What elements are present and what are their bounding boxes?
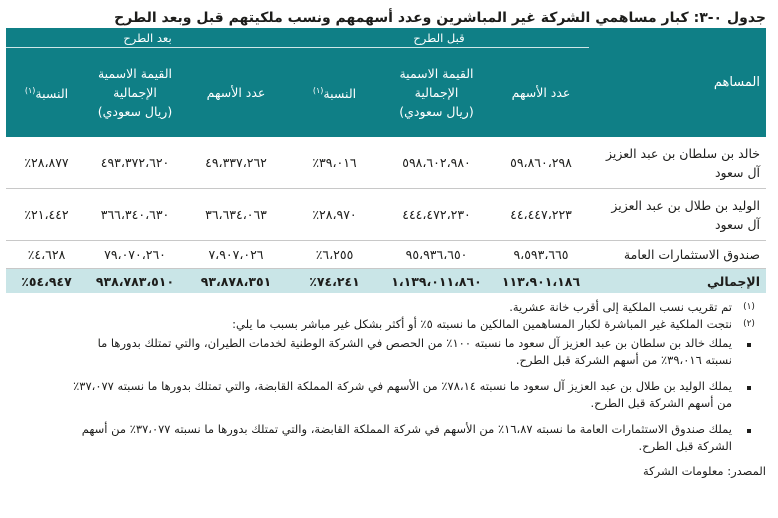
cell-after-value: ٧٩،٠٧٠،٢٦٠ [87,241,183,269]
footnote-text: نتجت الملكية غير المباشرة لكبار المساهمين المالكين ما نسبته ٥٪ أو أكثر بشكل غير مباشر بسبب ما يلي: [232,317,732,331]
cell-before-pct: ٣٩،٠١٦٪ [289,137,380,189]
header-before-value: القيمة الاسمية الإجمالية (ريال سعودي) [380,48,493,138]
total-after-shares: ٩٣،٨٧٨،٣٥١ [183,269,289,294]
footnotes [6,299,766,455]
table-title: جدول ٠-٣: كبار مساهمي الشركة غير المباشرين وعدد أسهمهم ونسب ملكيتهم قبل وبعد الطرح [114,10,766,26]
header-before-offering: قبل الطرح [289,28,589,48]
square-bullet-icon [747,343,751,347]
square-bullet-icon [747,386,751,390]
footnote-2 [6,316,766,333]
header-before-pct: النسبة$^{(١)}$ [289,48,380,138]
footnote-number: (٢) [743,319,755,329]
footnote-bullet [6,421,766,455]
cell-after-pct: ٢٨،٨٧٧٪ [6,137,87,189]
total-after-pct: ٥٤،٩٤٧٪ [6,269,87,294]
cell-after-pct: ٤،٦٢٨٪ [6,241,87,269]
header-after-value: القيمة الاسمية الإجمالية (ريال سعودي) [87,48,183,138]
total-after-value: ٩٣٨،٧٨٣،٥١٠ [87,269,183,294]
footnote-1 [6,299,766,316]
header-after-shares: عدد الأسهم [183,48,289,138]
square-bullet-icon [747,429,751,433]
row-holder-name: الوليد بن طلال بن عبد العزيز آل سعود [589,189,766,241]
cell-before-value: ٤٤٤،٤٧٢،٢٣٠ [380,189,493,241]
footnote-bullet [6,378,766,412]
footnote-bullet [6,335,766,369]
cell-after-shares: ٧،٩٠٧،٠٢٦ [183,241,289,269]
header-after-offering: بعد الطرح [6,28,289,48]
cell-before-value: ٩٥،٩٣٦،٦٥٠ [380,241,493,269]
row-holder-name: خالد بن سلطان بن عبد العزيز آل سعود [589,137,766,189]
table-row [6,241,766,269]
header-holder: المساهم [589,28,766,137]
table-row [6,137,766,189]
row-holder-name: صندوق الاستثمارات العامة [589,241,766,269]
cell-after-value: ٤٩٣،٣٧٢،٦٢٠ [87,137,183,189]
bullet-text: يملك خالد بن سلطان بن عبد العزيز آل سعود ما نسبته ١٠٠٪ من الحصص في الشركة الوطنية لخدمات الطيران، والتي تمتلك بدورها ما نسبته ٣٩،٠١٦٪ من أسهم الشركة قبل الطرح. [97,336,732,367]
source-note: المصدر: معلومات الشركة [643,464,766,478]
total-row [6,269,766,294]
cell-before-pct: ٦،٢٥٥٪ [289,241,380,269]
header-group-row [6,28,766,48]
cell-after-shares: ٣٦،٦٣٤،٠٦٣ [183,189,289,241]
bullet-text: يملك صندوق الاستثمارات العامة ما نسبته ١٦،٨٧٪ من الأسهم في شركة المملكة القابضة، والتي تمتلك بدورها ما نسبته ٣٧،٠٧٧٪ من أسهم الشركة قبل الطرح. [81,422,732,453]
cell-before-shares: ٥٩،٨٦٠،٢٩٨ [493,137,589,189]
footnote-number: (١) [743,302,755,312]
cell-after-shares: ٤٩،٣٣٧،٢٦٢ [183,137,289,189]
total-before-pct: ٧٤،٢٤١٪ [289,269,380,294]
cell-before-shares: ٩،٥٩٣،٦٦٥ [493,241,589,269]
total-label: الإجمالي [589,269,766,294]
cell-after-value: ٣٦٦،٣٤٠،٦٣٠ [87,189,183,241]
total-before-value: ١،١٣٩،٠١١،٨٦٠ [380,269,493,294]
bullet-text: يملك الوليد بن طلال بن عبد العزيز آل سعود ما نسبته ٧٨،١٤٪ من الأسهم في شركة المملكة القابضة، والتي تمتلك بدورها ما نسبته ٣٧،٠٧٧٪ من أسهم الشركة قبل الطرح. [73,379,732,410]
cell-before-value: ٥٩٨،٦٠٢،٩٨٠ [380,137,493,189]
footnote-text: تم تقريب نسب الملكية إلى أقرب خانة عشرية. [509,300,732,314]
total-before-shares: ١١٣،٩٠١،١٨٦ [493,269,589,294]
shareholders-table [6,28,766,293]
cell-before-shares: ٤٤،٤٤٧،٢٢٣ [493,189,589,241]
header-after-pct: النسبة$^{(١)}$ [6,48,87,138]
table-row [6,189,766,241]
cell-after-pct: ٢١،٤٤٢٪ [6,189,87,241]
cell-before-pct: ٢٨،٩٧٠٪ [289,189,380,241]
header-before-shares: عدد الأسهم [493,48,589,138]
